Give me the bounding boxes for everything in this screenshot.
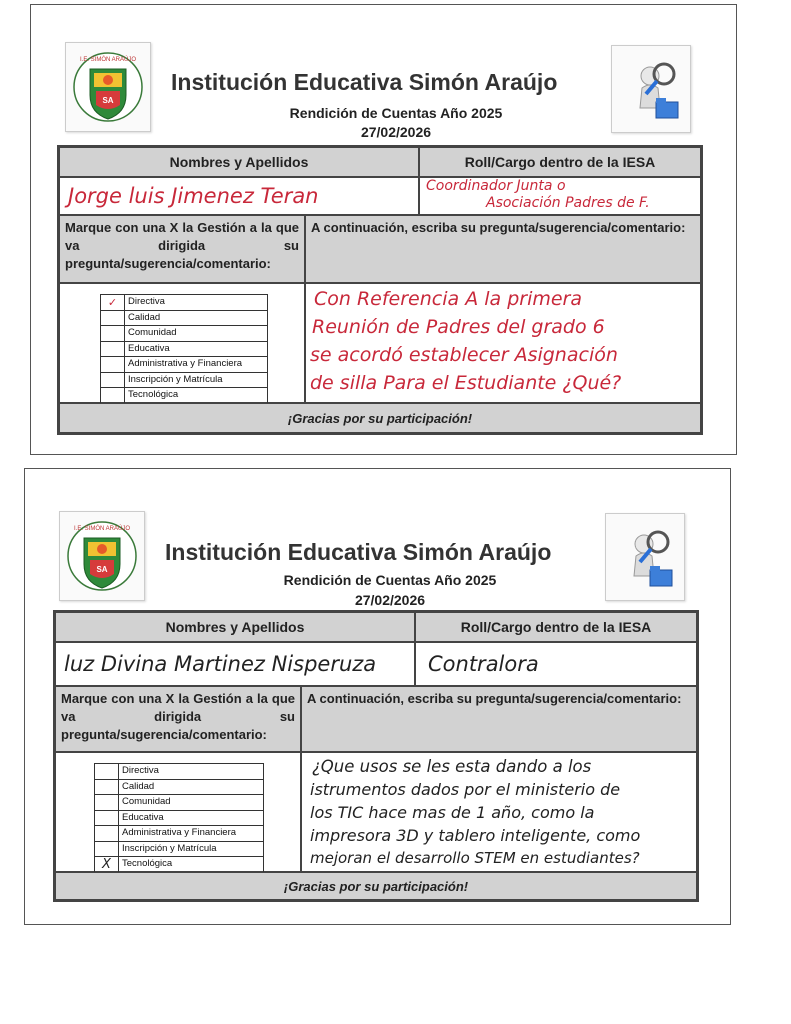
option-row-inscripcion[interactable] (95, 842, 263, 858)
school-crest-icon (66, 43, 150, 131)
option-label: Educativa (122, 811, 164, 823)
management-options-cell (59, 283, 305, 403)
search-figure-image (605, 513, 685, 601)
option-mark[interactable]: X (95, 857, 119, 873)
option-label: Inscripción y Matrícula (128, 373, 223, 385)
option-mark[interactable] (101, 342, 125, 357)
name-header: Nombres y Apellidos (59, 147, 419, 177)
form-date: 27/02/2026 (360, 124, 432, 140)
instruction-comment: A continuación, escriba su pregunta/sugerencia/comentario: (305, 215, 701, 283)
option-mark[interactable] (101, 373, 125, 388)
option-mark[interactable] (101, 311, 125, 326)
instruction-comment: A continuación, escriba su pregunta/sugerencia/comentario: (301, 686, 697, 752)
form-card (24, 468, 731, 925)
option-mark[interactable] (95, 842, 119, 857)
management-checklist (94, 763, 264, 873)
name-field[interactable] (59, 177, 419, 215)
option-label: Comunidad (122, 796, 171, 807)
management-checklist (100, 294, 268, 404)
option-mark[interactable] (95, 811, 119, 826)
option-row-inscripcion[interactable] (101, 373, 267, 389)
svg-text:I.E. SIMÓN ARAÚJO: I.E. SIMÓN ARAÚJO (73, 526, 131, 532)
name-value: Jorge luis Jimenez Teran (68, 184, 319, 208)
svg-text:SA: SA (96, 565, 108, 574)
comment-line: Con Referencia A la primera (314, 288, 582, 310)
management-options-cell (55, 752, 301, 872)
option-row-comunidad[interactable] (95, 795, 263, 811)
school-logo (59, 511, 145, 601)
comment-line: istrumentos dados por el ministerio de (310, 780, 621, 799)
option-mark[interactable] (95, 795, 119, 810)
name-field[interactable] (55, 642, 415, 686)
comment-line: impresora 3D y tablero inteligente, como (310, 826, 641, 845)
option-mark[interactable] (101, 388, 125, 404)
option-label: Tecnológica (122, 858, 173, 869)
option-label: Tecnológica (128, 389, 179, 400)
comment-field[interactable] (305, 283, 701, 403)
option-label: Comunidad (128, 327, 177, 338)
option-mark[interactable] (101, 326, 125, 341)
instruction-management: Marque con una X la Gestión a la que va dirigida su pregunta/sugerencia/comentario: (55, 686, 301, 752)
name-header: Nombres y Apellidos (55, 612, 415, 642)
comment-field[interactable] (301, 752, 697, 872)
option-row-comunidad[interactable] (101, 326, 267, 342)
option-label: Administrativa y Financiera (122, 827, 237, 838)
role-header: Roll/Cargo dentro de la IESA (415, 612, 697, 642)
instruction-management: Marque con una X la Gestión a la que va dirigida su pregunta/sugerencia/comentario: (59, 215, 305, 283)
option-row-educativa[interactable] (95, 811, 263, 827)
option-row-directiva[interactable] (101, 295, 267, 311)
option-row-administrativa[interactable] (101, 357, 267, 373)
svg-text:I.E. SIMÓN ARAÚJO: I.E. SIMÓN ARAÚJO (79, 57, 137, 63)
role-value-line: Asociación Padres de F. (486, 195, 650, 211)
option-row-administrativa[interactable] (95, 826, 263, 842)
institution-title: Institución Educativa Simón Araújo (171, 69, 558, 95)
option-mark[interactable] (95, 764, 119, 779)
option-label: Administrativa y Financiera (128, 358, 243, 369)
option-row-directiva[interactable] (95, 764, 263, 780)
comment-line: los TIC hace mas de 1 año, como la (310, 803, 595, 822)
role-field[interactable] (415, 642, 697, 686)
option-label: Calidad (128, 311, 161, 323)
option-label: Calidad (122, 780, 155, 792)
role-header: Roll/Cargo dentro de la IESA (419, 147, 701, 177)
comment-line: de silla Para el Estudiante ¿Qué? (310, 372, 622, 394)
option-mark[interactable]: ✓ (101, 295, 125, 310)
option-row-calidad[interactable] (101, 311, 267, 327)
form-date: 27/02/2026 (354, 592, 426, 608)
role-field[interactable] (419, 177, 701, 215)
option-label: Educativa (128, 342, 170, 354)
name-value: luz Divina Martinez Nisperuza (64, 652, 377, 676)
form-subtitle: Rendición de Cuentas Año 2025 (289, 105, 503, 121)
comment-line: ¿Que usos se les esta dando a los (312, 757, 592, 776)
role-value-line: Coordinador Junta o (426, 178, 566, 194)
option-mark[interactable] (101, 357, 125, 372)
option-label: Directiva (128, 296, 165, 307)
form-subtitle: Rendición de Cuentas Año 2025 (283, 572, 497, 588)
magnifier-person-icon (612, 46, 690, 132)
institution-title: Institución Educativa Simón Araújo (165, 539, 552, 565)
role-value-line: Contralora (428, 652, 539, 676)
option-mark[interactable] (95, 780, 119, 795)
school-logo (65, 42, 151, 132)
thanks-footer: ¡Gracias por su participación! (59, 403, 701, 433)
option-row-tecnologica[interactable] (95, 857, 263, 873)
option-mark[interactable] (95, 826, 119, 841)
thanks-footer: ¡Gracias por su participación! (55, 872, 697, 900)
comment-line: mejoran el desarrollo STEM en estudiantes? (310, 849, 640, 867)
form-table (57, 145, 703, 435)
option-label: Directiva (122, 765, 159, 776)
option-row-tecnologica[interactable] (101, 388, 267, 404)
comment-line: se acordó establecer Asignación (310, 344, 618, 366)
search-figure-image (611, 45, 691, 133)
form-table (53, 610, 699, 902)
form-card (30, 4, 737, 455)
option-row-calidad[interactable] (95, 780, 263, 796)
magnifier-person-icon (606, 514, 684, 600)
school-crest-icon (60, 512, 144, 600)
comment-line: Reunión de Padres del grado 6 (312, 316, 605, 338)
option-label: Inscripción y Matrícula (122, 842, 217, 854)
svg-text:SA: SA (102, 96, 114, 105)
option-row-educativa[interactable] (101, 342, 267, 358)
